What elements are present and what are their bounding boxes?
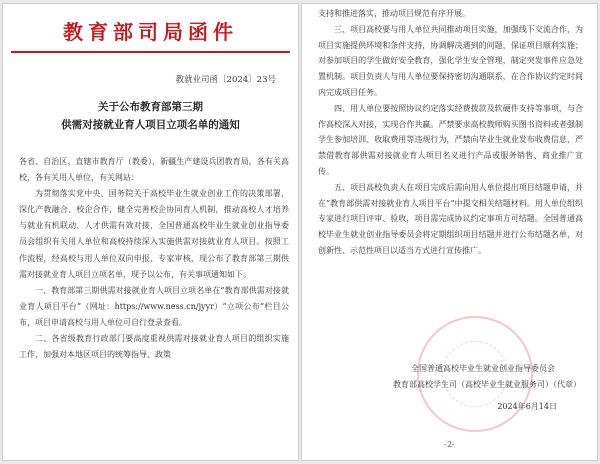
document-body-right [318, 6, 583, 259]
letterhead-title: 教育部司局函件 [63, 20, 238, 44]
item-2-continued: 支持和推进落实，推动项目规范有序开展。 [318, 9, 470, 18]
intro-paragraph: 为贯彻落实党中央、国务院关于高校毕业生就业创业工作的决策部署，深化产教融合、校企合作，健全完善校企协同育人机制，推动高校人才培养与就业有机联动、人才供需有效对接，全国普通高校毕业生就业创业指导委员会组织有关用人单位和高校持续深入实施供需对接就业育人项目。按照工作流程，经高校与用人单位双向申报、专家审核，现公布了教育部第三期供需对接就业育人项目立项名单，现予以公布，有关事项通知如下。 [19, 189, 289, 279]
item-3: 三、项目高校要与用人单位共同推动项目实施，加强线下交流合作，为项目实施提供环境和条件支持，协调解决遇到的问题，保证项目顺利实施；对参加项目的学生做好安全教育，强化学生安全管理，制定突发事件应急处置机制。项目负责人与用人单位要保持密切沟通联系，在合作协议约定时间内完成项目任务。 [318, 24, 583, 97]
signature-department: 教育部高校学生司（高校毕业生就业服务司）（代章） [393, 380, 581, 389]
letterhead-red-rule [11, 51, 290, 53]
salutation: 各省、自治区、直辖市教育厅（教委），新疆生产建设兵团教育局，各有关高校，各有关用人单位，有关网站： [19, 157, 289, 183]
notice-title-line-2: 供需对接就业育人项目立项名单的通知 [61, 119, 240, 131]
document-body-left [19, 154, 289, 363]
item-4: 四、用人单位要按照协议约定落实经费拨款及软硬件支持等事项，与合作高校深入对接，实现合作共赢。严禁要求高校教师购买图书资料或者强制学生参加培训、收取费用等违规行为，严禁向毕业生就业发布收费信息，严禁借教育部供需对接就业育人项目名义进行产品或服务销售、商业推广宣传。 [318, 103, 583, 176]
notice-title-line-1: 关于公布教育部第三期 [98, 101, 203, 113]
item-1: 一、教育部第三期供需对接就业育人项目立项名单在“教育部供需对接就业育人项目平台”（网址：https://www.ness.cn/jyyr）“立项公布”栏目公布，项目申请高校与用人单位可自行登录查看。 [19, 285, 289, 327]
item-5: 五、项目高校负责人在项目完成后需向用人单位提出项目结题申请，并在“教育部供需对接就业育人项目平台”中提交相关结题材料。用人单位组织专家进行项目评审、验收，项目需完成协议约定事项方可结题。全国普通高校毕业生就业创业指导委员会将定期组织项目结题并进行公布结题名单，对创新性、示范性项目以适当方式进行宣传推广。 [318, 182, 583, 255]
page-number: -2- [444, 440, 455, 449]
item-2: 二、各省级教育行政部门要高度重视供需对接就业育人项目的组织实施工作，加强对本地区项目的统筹指导、政策 [19, 334, 289, 360]
document-page-right [301, 3, 598, 461]
signature-committee: 全国普通高校毕业生就业创业指导委员会 [411, 364, 555, 373]
document-page-left [2, 3, 299, 461]
document-number: 教就业司函〔2024〕23号 [175, 75, 276, 85]
signature-date: 2024年6月14日 [497, 402, 557, 411]
